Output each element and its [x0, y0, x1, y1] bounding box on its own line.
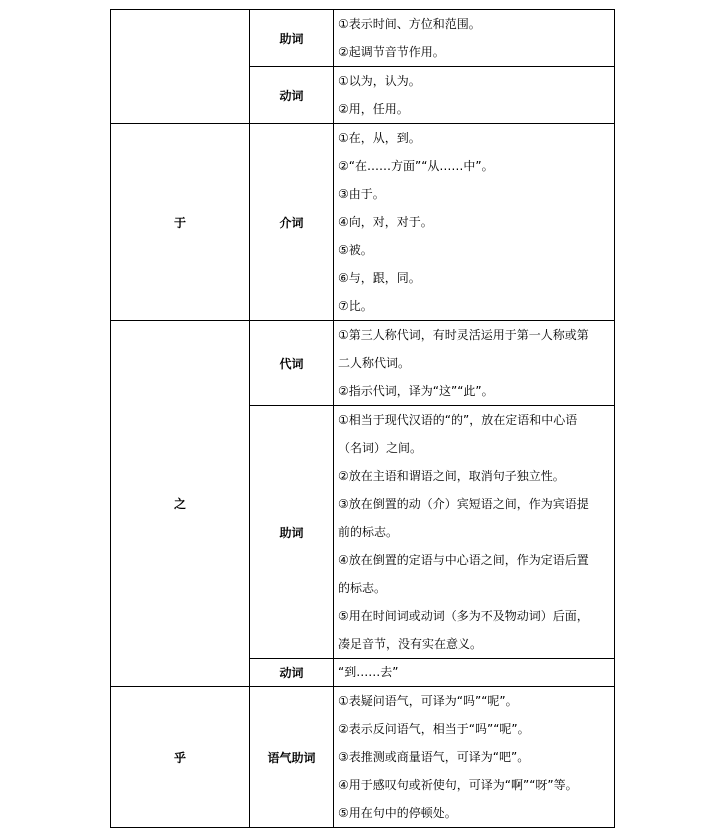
meaning-line: ⑤用在句中的停顿处。	[338, 806, 457, 820]
meaning-cell	[334, 67, 615, 124]
meaning-line: ③由于。	[338, 187, 385, 201]
meaning-cell	[334, 687, 615, 828]
meaning-line: 前的标志。	[338, 525, 399, 539]
pos-cell: 介词	[250, 124, 334, 321]
table-row	[111, 10, 615, 67]
meaning-cell	[334, 406, 615, 659]
meaning-line: ③放在倒置的动（介）宾短语之间，作为宾语提	[338, 497, 589, 511]
pos-cell: 语气助词	[250, 687, 334, 828]
table-row	[111, 124, 615, 321]
meaning-line: ①表疑问语气，可译为“吗”“呢”。	[338, 694, 518, 708]
meaning-cell	[334, 124, 615, 321]
meaning-line: ⑤用在时间词或动词（多为不及物动词）后面，	[338, 609, 589, 623]
pos-cell: 助词	[250, 406, 334, 659]
meaning-cell	[334, 321, 615, 406]
meaning-line: ①表示时间、方位和范围。	[338, 17, 481, 31]
meaning-line: ②表示反问语气，相当于“吗”“呢”。	[338, 722, 530, 736]
pos-cell: 助词	[250, 10, 334, 67]
function-word-table	[110, 9, 615, 828]
meaning-line: ①相当于现代汉语的“的”，放在定语和中心语	[338, 413, 578, 427]
meaning-line: ④向，对，对于。	[338, 215, 433, 229]
word-cell: 乎	[111, 687, 250, 828]
meaning-cell	[334, 10, 615, 67]
meaning-line: ④放在倒置的定语与中心语之间，作为定语后置	[338, 553, 589, 567]
meaning-line: ⑤被。	[338, 243, 373, 257]
meaning-line: 的标志。	[338, 581, 387, 595]
meaning-line: ⑥与，跟，同。	[338, 271, 421, 285]
meaning-line: ②放在主语和谓语之间，取消句子独立性。	[338, 469, 565, 483]
meaning-line: （名词）之间。	[338, 441, 423, 455]
pos-cell: 动词	[250, 67, 334, 124]
meaning-line: 凑足音节，没有实在意义。	[338, 637, 483, 651]
meaning-line: ②用，任用。	[338, 102, 409, 116]
meaning-line: ②“在……方面”“从……中”。	[338, 159, 494, 173]
table-row	[111, 321, 615, 406]
meaning-line: ④用于感叹句或祈使句，可译为“啊”“呀”等。	[338, 778, 578, 792]
meaning-line: 二人称代词。	[338, 356, 411, 370]
word-cell: 于	[111, 124, 250, 321]
meaning-line: ③表推测或商量语气，可译为“吧”。	[338, 750, 530, 764]
word-cell	[111, 10, 250, 124]
meaning-line: ①在，从，到。	[338, 131, 421, 145]
pos-cell: 代词	[250, 321, 334, 406]
meaning-line: ①第三人称代词，有时灵活运用于第一人称或第	[338, 328, 589, 342]
meaning-line: ⑦比。	[338, 299, 373, 313]
meaning-line: ②起调节音节作用。	[338, 45, 445, 59]
word-cell: 之	[111, 321, 250, 687]
table-row	[111, 687, 615, 828]
meaning-line: ②指示代词，译为“这”“此”。	[338, 384, 494, 398]
meaning-line: ①以为，认为。	[338, 74, 421, 88]
meaning-line: “到……去”	[338, 665, 399, 679]
meaning-cell	[334, 659, 615, 687]
pos-cell: 动词	[250, 659, 334, 687]
